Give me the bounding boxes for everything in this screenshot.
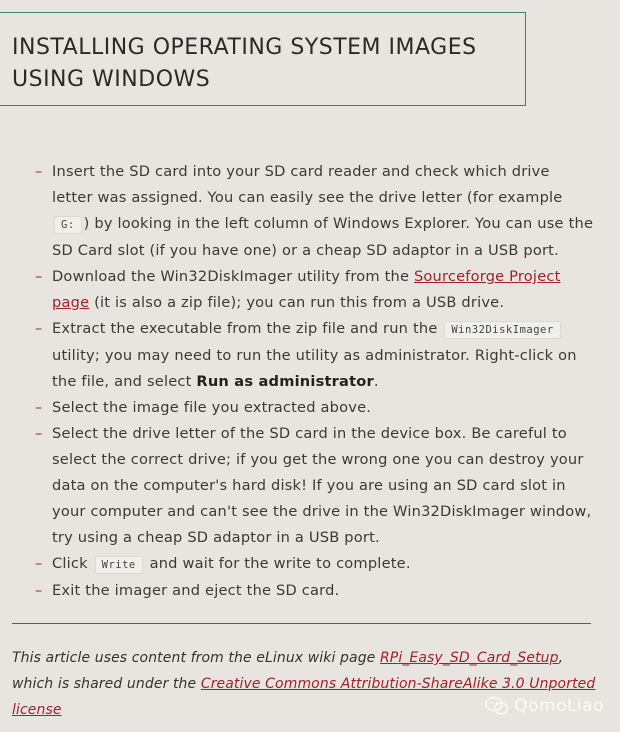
page-title-line-1: INSTALLING OPERATING SYSTEM IMAGES: [12, 35, 477, 60]
instruction-list: [35, 159, 595, 604]
dash-bullet: –: [35, 555, 43, 572]
list-item: [35, 395, 595, 421]
step-text: Select the drive letter of the SD card in the device box. Be careful to select the correct drive; if you get the wrong one you can destroy your data on the computer's hard disk! If you are using an SD card slot in your computer and can't see the drive in the Win32DiskImager window, try using a cheap SD adaptor in a USB port.: [52, 425, 592, 546]
list-item: [35, 316, 595, 395]
step-text: Select the image file you extracted above.: [52, 399, 372, 416]
list-item: [35, 421, 595, 551]
step-text: and wait for the write to complete.: [144, 555, 411, 572]
sourceforge-project-link[interactable]: Sourceforge Project page: [52, 268, 561, 311]
footer-text: , which is shared under the: [12, 650, 564, 692]
dash-bullet: –: [35, 163, 43, 180]
license-link[interactable]: Creative Commons Attribution-ShareAlike 3.0 Unported license: [12, 676, 596, 718]
page-title-line-2: USING WINDOWS: [12, 67, 211, 92]
divider: [12, 623, 591, 624]
bold-text: Run as administrator: [196, 373, 374, 390]
inline-code: Write: [95, 556, 143, 574]
watermark: [485, 696, 604, 716]
step-text: Insert the SD card into your SD card reader and check which drive letter was assigned. You can easily see the drive letter (for example: [52, 163, 563, 206]
inline-code: Win32DiskImager: [444, 321, 560, 339]
step-text: Download the Win32DiskImager utility from the: [52, 268, 414, 285]
page-title: [12, 32, 477, 96]
elinux-wiki-link[interactable]: RPi_Easy_SD_Card_Setup: [379, 650, 559, 666]
step-text: ) by looking in the left column of Windows Explorer. You can use the SD Card slot (if you have one) or a cheap SD adaptor in a USB port.: [52, 215, 594, 259]
step-text: Exit the imager and eject the SD card.: [52, 582, 340, 599]
list-item: [35, 578, 595, 604]
wechat-icon: [485, 696, 509, 716]
step-text: utility; you may need to run the utility as administrator. Right-click on the file, and select: [52, 347, 577, 390]
step-text: Extract the executable from the zip file and run the: [52, 320, 443, 337]
dash-bullet: –: [35, 320, 43, 337]
dash-bullet: –: [35, 582, 43, 599]
list-item: [35, 551, 595, 578]
dash-bullet: –: [35, 425, 43, 442]
dash-bullet: –: [35, 399, 43, 416]
step-text: .: [373, 373, 379, 390]
watermark-text: QomoLiao: [514, 696, 604, 716]
title-box: [0, 12, 526, 106]
list-item: [35, 159, 595, 264]
dash-bullet: –: [35, 268, 43, 285]
inline-code: G:: [54, 216, 82, 234]
step-text: (it is also a zip file); you can run this from a USB drive.: [89, 294, 505, 311]
list-item: [35, 264, 595, 316]
step-text: Click: [52, 555, 93, 572]
footer-text: This article uses content from the eLinux wiki page: [12, 650, 380, 666]
